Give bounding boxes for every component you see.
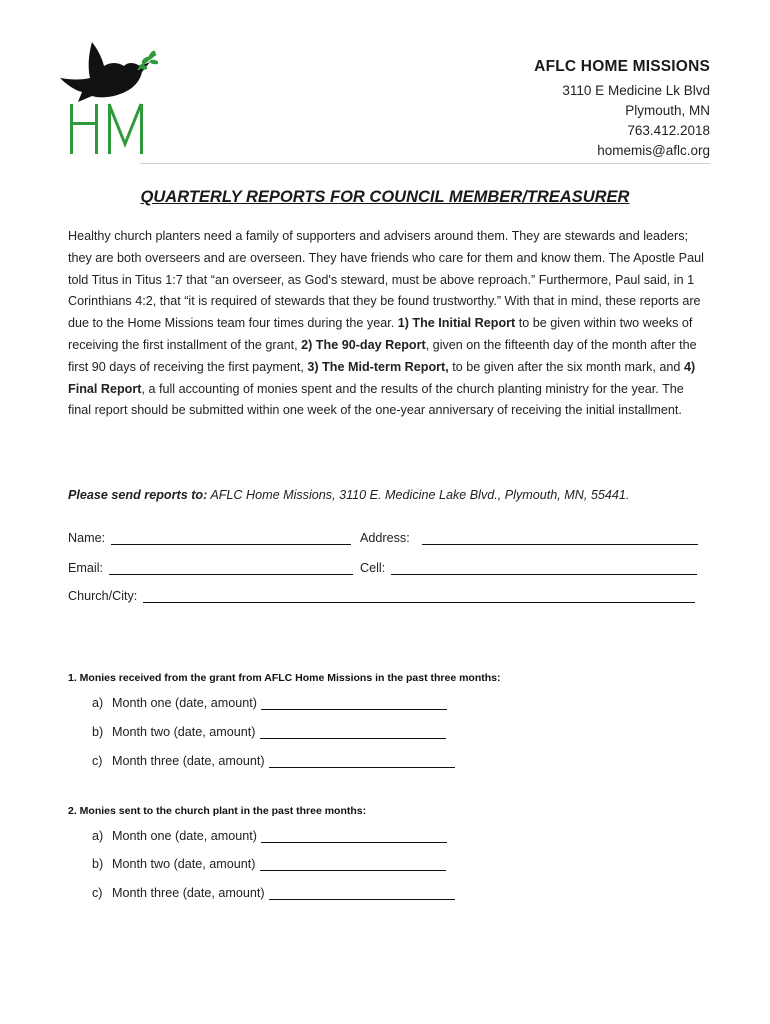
org-address-block [534, 58, 710, 161]
section-2-item-c [92, 885, 455, 900]
church-city-label: Church/City: [68, 589, 138, 603]
header-divider [140, 163, 710, 164]
intro-text-4: to be given after the six month mark, and [448, 359, 684, 374]
item-letter: c) [92, 754, 103, 768]
address-field-row [360, 530, 698, 545]
item-label: Month three (date, amount) [112, 754, 265, 768]
report-3-label: 3) The Mid-term Report, [307, 359, 449, 374]
section-1-month-two-field[interactable] [260, 724, 446, 739]
section-1-item-c [92, 753, 455, 768]
section-2-heading: 2. Monies sent to the church plant in the past three months: [68, 805, 367, 817]
item-label: Month one (date, amount) [112, 829, 257, 843]
report-4-label: 4) Final Report [68, 359, 696, 396]
section-2-item-b [92, 856, 446, 871]
cell-field-row [360, 560, 697, 575]
email-label: Email: [68, 561, 103, 575]
send-reports-label: Please send reports to: [68, 488, 208, 502]
item-letter: b) [92, 857, 104, 871]
church-field-row [68, 588, 695, 603]
item-letter: a) [92, 696, 104, 710]
item-letter: c) [92, 886, 103, 900]
intro-text-1: Healthy church planters need a family of supporters and advisers around them. They are stewards and leaders; they are both overseers and are overseen. They have friends who care for them and know them. The Apostle Paul told Titus in Titus 1:7 that “an overseer, as God's steward, must be above reproach.” Furthermore, Paul said, in 1 Corinthians 4:2, that “it is required of stewards that they be found trustworthy.” With that in mind, these reports are due to the Home Missions team four times during the year. [68, 229, 704, 331]
report-2-label: 2) The 90-day Report [301, 337, 426, 352]
address-label: Address: [360, 531, 410, 545]
report-1-label: 1) The Initial Report [397, 316, 516, 331]
page-title: QUARTERLY REPORTS FOR COUNCIL MEMBER/TREASURER [140, 188, 630, 206]
section-2-month-two-field[interactable] [260, 856, 446, 871]
item-label: Month two (date, amount) [112, 725, 256, 739]
cell-field[interactable] [391, 560, 697, 575]
org-address-line1: 3110 E Medicine Lk Blvd [562, 83, 710, 98]
section-2-item-a [92, 828, 447, 843]
name-field[interactable] [111, 530, 351, 545]
send-reports-address: AFLC Home Missions, 3110 E. Medicine Lake Blvd., Plymouth, MN, 55441. [207, 488, 630, 502]
address-field[interactable] [422, 530, 698, 545]
cell-label: Cell: [360, 561, 386, 575]
section-1-item-b [92, 724, 446, 739]
section-1-month-three-field[interactable] [269, 753, 455, 768]
org-name: AFLC HOME MISSIONS [534, 58, 710, 75]
org-email: homemis@aflc.org [597, 143, 710, 158]
church-city-field[interactable] [143, 588, 695, 603]
item-label: Month two (date, amount) [112, 857, 256, 871]
item-label: Month one (date, amount) [112, 696, 257, 710]
intro-text-3: , given on the fifteenth day of the month after the first 90 days of receiving the first payment, [68, 337, 697, 374]
intro-text-5: , a full accounting of monies spent and the results of the church planting ministry for the year. The final report should be submitted within one week of the one-year anniversary of receiving the initial installment. [68, 381, 684, 418]
name-label: Name: [68, 531, 106, 545]
logo [58, 40, 158, 158]
email-field[interactable] [109, 560, 353, 575]
name-field-row [68, 530, 351, 545]
intro-text-2: to be given within two weeks of receiving the first installment of the grant, [68, 316, 693, 352]
send-reports-line [68, 488, 629, 502]
org-phone: 763.412.2018 [627, 123, 710, 138]
intro-paragraph [68, 226, 704, 422]
section-1-month-one-field[interactable] [261, 695, 447, 710]
item-letter: b) [92, 725, 104, 739]
section-1-heading: 1. Monies received from the grant from AFLC Home Missions in the past three months: [68, 672, 501, 684]
dove-logo-icon [58, 40, 158, 158]
item-letter: a) [92, 829, 104, 843]
item-label: Month three (date, amount) [112, 886, 265, 900]
section-2-month-three-field[interactable] [269, 885, 455, 900]
section-1-item-a [92, 695, 447, 710]
section-2-month-one-field[interactable] [261, 828, 447, 843]
email-field-row [68, 560, 353, 575]
org-address-line2: Plymouth, MN [625, 103, 710, 118]
